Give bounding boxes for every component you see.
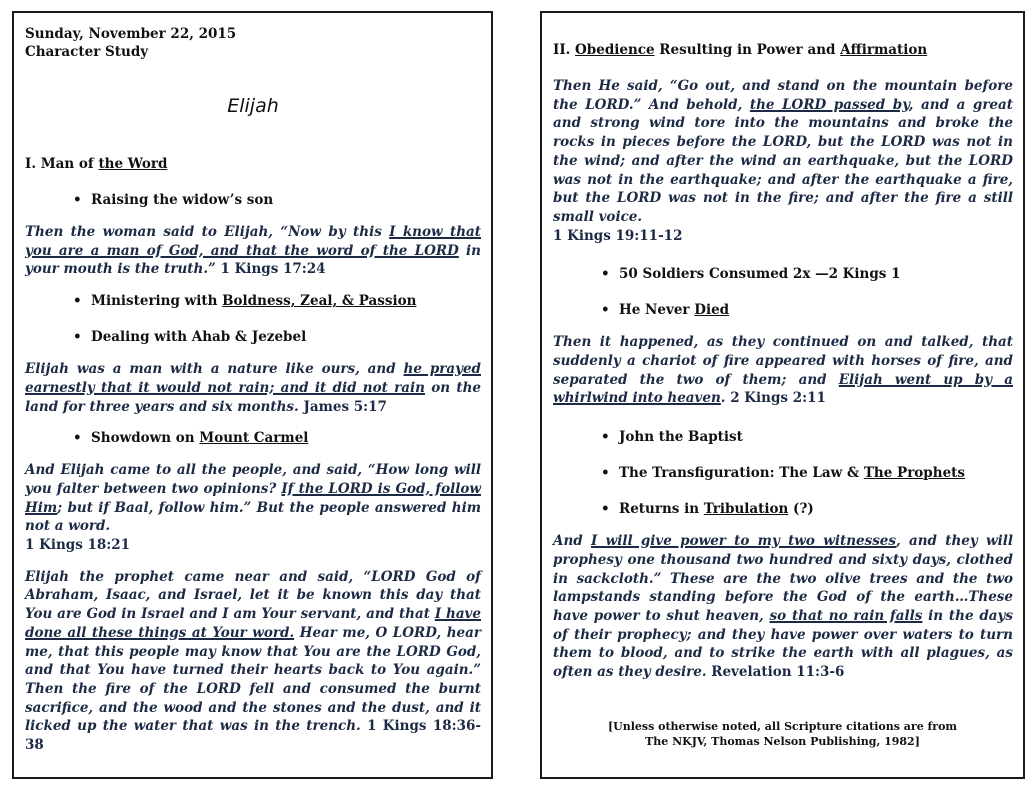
verse-james-5 <box>25 360 481 416</box>
bullet-widows-son: • Raising the widow’s son <box>91 191 481 209</box>
bullet-ahab-jezebel: • Dealing with Ahab & Jezebel <box>91 328 481 346</box>
bullet-emphasis: Boldness, Zeal, & Passion <box>222 293 417 310</box>
verse-text: , and they will prophesy one thousand two hundred and sixty days, clothed in sackcloth.” These are the two olive trees and the two lampstands standing before the God of the earth…These have power to shut heaven, <box>553 533 1014 624</box>
section-2-heading <box>553 41 1013 59</box>
verse-underlined: Elijah went up by a whirlwind into heaven <box>553 371 1013 407</box>
bullet-emphasis: The Prophets <box>863 465 965 482</box>
section-1-prefix: I. Man of <box>25 156 99 172</box>
bullet-suffix: (?) <box>788 501 814 518</box>
verse-underlined: If the LORD is God, follow Him <box>25 480 481 516</box>
verse-text: Hear me, O LORD, hear me, that this people may know that You are the LORD God, and that You have turned their hearts back to You again.” Then the fire of the LORD fell and consumed the burnt sacrifice, and the wood and the stones and the dust, and it licked up the water that was in the trench. <box>25 624 481 735</box>
verse-underlined: the LORD passed by <box>749 96 909 113</box>
bullet-50-soldiers: • 50 Soldiers Consumed 2x —2 Kings 1 <box>619 265 1013 283</box>
verse-text: Then the woman said to Elijah, “Now by this <box>25 224 390 240</box>
section-2-prefix: II. <box>553 42 576 58</box>
verse-reference: 2 Kings 2:11 <box>730 390 826 407</box>
verse-underlined: I will give power to my two witnesses <box>591 533 896 550</box>
bullet-emphasis: Tribulation <box>703 501 789 518</box>
verse-text: Elijah the prophet came near and said, “LORD God of Abraham, Isaac, and Israel, let it be known this day that You are God in Israel and I am Your servant, and that <box>25 568 481 623</box>
left-page <box>12 11 493 779</box>
section-2-emphasis-2: Affirmation <box>840 42 928 58</box>
section-2-emphasis-1: Obedience <box>575 42 655 58</box>
verse-underlined: I have done all these things at Your word. <box>25 606 481 641</box>
bullet-tribulation <box>619 500 1013 518</box>
section-1-heading <box>25 155 481 173</box>
verse-1-kings-18-36 <box>25 568 481 755</box>
verse-1-kings-17 <box>25 223 481 279</box>
verse-1-kings-19 <box>553 77 1013 245</box>
verse-text: Then He said, “Go out, and stand on the mountain before the LORD.” And behold, <box>553 78 1013 113</box>
verse-text: And <box>553 533 591 550</box>
bullet-transfiguration <box>619 464 1013 482</box>
bullet-text: The Transfiguration: The Law & <box>619 465 864 482</box>
section-2-text: Resulting in Power and <box>654 42 841 58</box>
verse-underlined: so that no rain falls <box>769 607 923 624</box>
bullet-list-5 <box>553 428 1013 518</box>
verse-2-kings-2 <box>553 333 1013 408</box>
date-line: Sunday, November 22, 2015 <box>25 26 237 42</box>
bullet-never-died <box>619 301 1013 319</box>
bullet-john-baptist: • John the Baptist <box>619 428 1013 446</box>
verse-reference: 1 Kings 19:11-12 <box>553 227 683 244</box>
verse-text: on the land for three years and six months. <box>25 379 481 415</box>
page-title: Elijah <box>227 95 279 117</box>
bullet-emphasis: Died <box>694 302 730 319</box>
citation-note-line-2: The NKJV, Thomas Nelson Publishing, 1982] <box>645 735 920 748</box>
bullet-list-3 <box>25 429 481 447</box>
verse-text: in the days of their prophecy; and they have power over waters to turn them to blood, and to strike the earth with all plagues, as often as they desire. <box>553 607 1013 681</box>
bullet-text: He Never <box>619 302 695 319</box>
bullet-emphasis: Mount Carmel <box>199 430 309 447</box>
citation-note-line-1: [Unless otherwise noted, all Scripture citations are from <box>607 720 958 733</box>
verse-underlined: I know that you are a man of God, and that the word of the LORD <box>25 224 481 259</box>
bullet-text: Showdown on <box>91 430 200 447</box>
verse-reference: Revelation 11:3-6 <box>711 664 845 681</box>
verse-reference: 1 Kings 18:21 <box>25 537 131 554</box>
study-subtitle: Character Study <box>25 44 149 60</box>
section-1-emphasis: the Word <box>98 156 168 172</box>
verse-text: . <box>720 390 731 407</box>
bullet-list-4 <box>553 265 1013 319</box>
right-page <box>540 11 1025 779</box>
verse-underlined: he prayed earnestly that it would not rain; and it did not rain <box>25 361 481 396</box>
verse-revelation-11 <box>553 532 1013 682</box>
verse-text: , and a great and strong wind tore into the mountains and broke the rocks in pieces before the LORD, but the LORD was not in the wind; and after the wind an earthquake, but the LORD was not in the earthquake; and after the earthquake a fire, but the LORD was not in the fire; and after the fire a still small voice. <box>553 96 1013 225</box>
bullet-ministering <box>91 292 481 310</box>
bullet-text: Ministering with <box>91 293 223 310</box>
verse-text: in your mouth is the truth.” <box>25 242 481 278</box>
bullet-mount-carmel <box>91 429 481 447</box>
verse-text: And Elijah came to all the people, and said, “How long will you falter between two opinions? <box>25 462 481 497</box>
verse-reference: 1 Kings 18:36-38 <box>25 718 482 754</box>
verse-reference: 1 Kings 17:24 <box>220 261 326 278</box>
verse-reference: James 5:17 <box>303 398 387 415</box>
verse-1-kings-18-21 <box>25 461 481 555</box>
verse-text: ; but if Baal, follow him.” But the people answered him not a word. <box>25 499 481 535</box>
verse-text: Elijah was a man with a nature like ours, and <box>25 361 404 378</box>
bullet-text: Returns in <box>619 501 704 518</box>
bullet-list-2 <box>25 292 481 346</box>
bullet-list-1 <box>25 191 481 209</box>
verse-text: Then it happened, as they continued on and talked, that suddenly a chariot of fire appeared with horses of fire, and separated the two of them; and <box>553 334 1013 388</box>
citation-note <box>542 719 1023 749</box>
